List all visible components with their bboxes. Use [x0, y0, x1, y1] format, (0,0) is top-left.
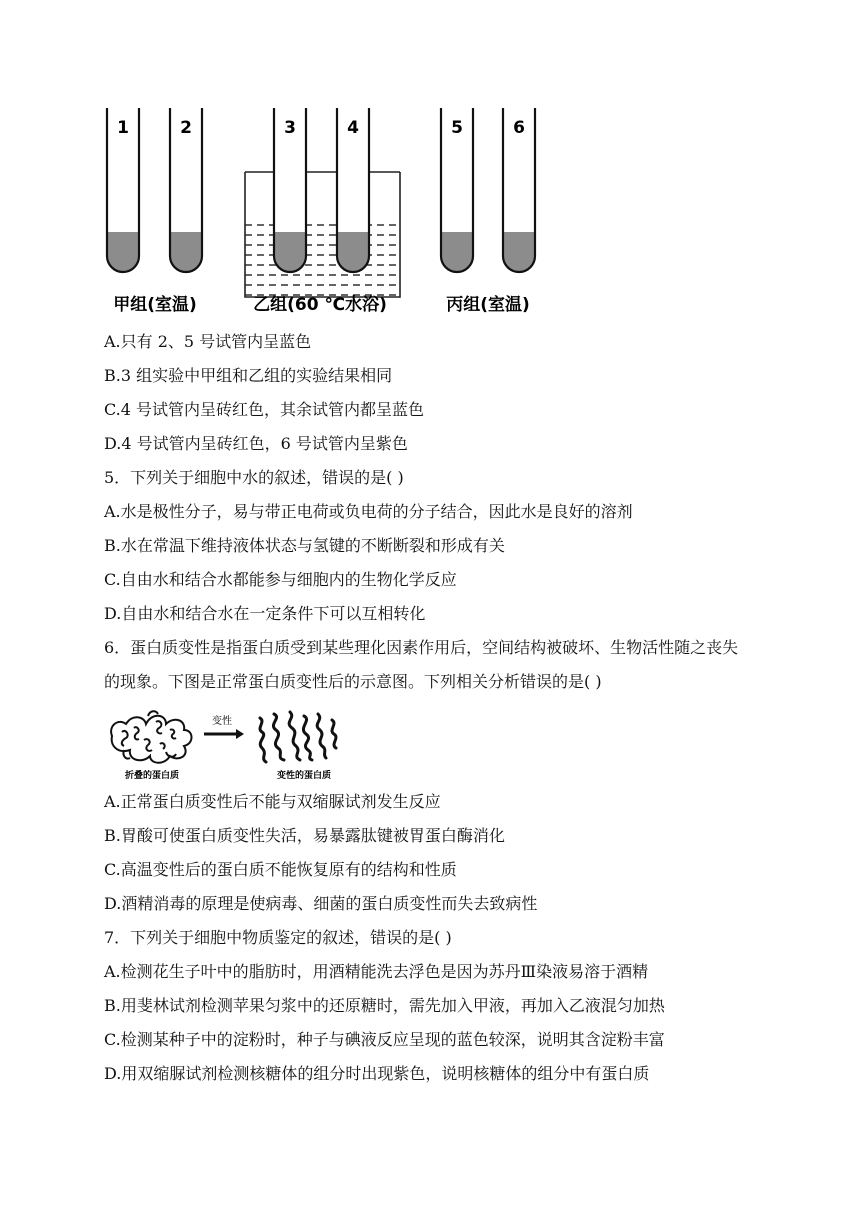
- q7-option-d: D.用双缩脲试剂检测核糖体的组分时出现紫色，说明核糖体的组分中有蛋白质: [104, 1064, 650, 1083]
- q4-option-b: B.3 组实验中甲组和乙组的实验结果相同: [104, 366, 393, 385]
- q4-option-c: C.4 号试管内呈砖红色，其余试管内都呈蓝色: [104, 400, 425, 419]
- folded-protein-label: 折叠的蛋白质: [124, 771, 180, 781]
- q5-option-b: B.水在常温下维持液体状态与氢键的不断断裂和形成有关: [104, 536, 505, 555]
- q6-stem: 6．蛋白质变性是指蛋白质受到某些理化因素作用后，空间结构被破坏、生物活性随之丧失的现象。下图是正常蛋白质变性后的示意图。下列相关分析错误的是( ): [104, 638, 739, 691]
- q6-option-d: D.酒精消毒的原理是使病毒、细菌的蛋白质变性而失去致病性: [104, 894, 538, 913]
- group-label-bing: 丙组(室温): [446, 295, 530, 315]
- tube-number-6: 6: [513, 118, 525, 138]
- q7-option-c: C.检测某种子中的淀粉时，种子与碘液反应呈现的蓝色较深，说明其含淀粉丰富: [104, 1030, 665, 1049]
- tube-number-2: 2: [180, 118, 192, 138]
- protein-denaturation-figure: [104, 704, 364, 784]
- tube-number-1: 1: [117, 118, 129, 138]
- q5-option-c: C.自由水和结合水都能参与细胞内的生物化学反应: [104, 570, 457, 589]
- q7-stem: 7．下列关于细胞中物质鉴定的叙述，错误的是( ): [104, 928, 452, 947]
- q5-stem: 5．下列关于细胞中水的叙述，错误的是( ): [104, 468, 404, 487]
- test-tube-figure: [100, 100, 550, 325]
- q5-option-a: A.水是极性分子，易与带正电荷或负电荷的分子结合，因此水是良好的溶剂: [104, 502, 633, 521]
- group-label-jia: 甲组(室温): [113, 295, 197, 315]
- q6-option-b: B.胃酸可使蛋白质变性失活，易暴露肽键被胃蛋白酶消化: [104, 826, 505, 845]
- denatured-protein-drawing: [260, 712, 336, 762]
- group-label-yi: 乙组(60 ℃水浴): [253, 295, 387, 315]
- denatured-protein-label: 变性的蛋白质: [276, 771, 332, 781]
- arrow-head: [236, 729, 244, 739]
- water-bath: [245, 172, 400, 297]
- tube-number-5: 5: [451, 118, 463, 138]
- q6-option-c: C.高温变性后的蛋白质不能恢复原有的结构和性质: [104, 860, 457, 879]
- tube-number-3: 3: [284, 118, 296, 138]
- q5-option-d: D.自由水和结合水在一定条件下可以互相转化: [104, 604, 426, 623]
- q7-option-b: B.用斐林试剂检测苹果匀浆中的还原糖时，需先加入甲液，再加入乙液混匀加热: [104, 996, 665, 1015]
- q4-option-a: A.只有 2、5 号试管内呈蓝色: [104, 332, 312, 351]
- arrow-label: 变性: [212, 716, 232, 727]
- tube-number-4: 4: [347, 118, 359, 138]
- q7-option-a: A.检测花生子叶中的脂肪时，用酒精能洗去浮色是因为苏丹Ⅲ染液易溶于酒精: [104, 962, 649, 981]
- q4-option-d: D.4 号试管内呈砖红色，6 号试管内呈紫色: [104, 434, 408, 453]
- q6-option-a: A.正常蛋白质变性后不能与双缩脲试剂发生反应: [104, 792, 441, 811]
- folded-protein-drawing: [111, 711, 191, 763]
